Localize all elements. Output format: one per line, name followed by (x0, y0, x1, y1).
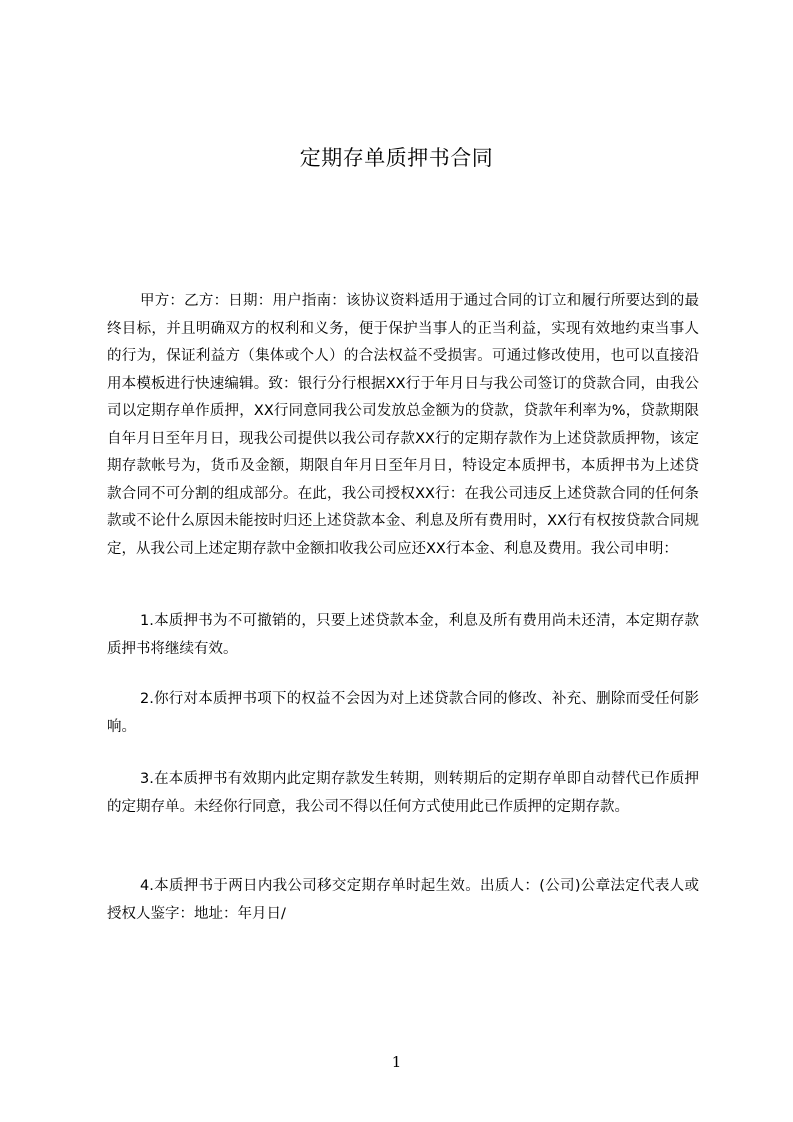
document-title: 定期存单质押书合同 (299, 146, 494, 170)
paragraph-item-2: 2.你行对本质押书项下的权益不会因为对上述贷款合同的修改、补充、删除而受任何影响。 (107, 691, 699, 735)
paragraph-main: 甲方：乙方：日期：用户指南：该协议资料适用于通过合同的订立和履行所要达到的最终目标，并且明确双方的权利和义务，便于保护当事人的正当利益，实现有效地约束当事人的行为，保证利益方（集体或个人）的合法权益不受损害。可通过修改使用，也可以直接沿用本模板进行快速编辑。致：银行分行根据XX行于年月日与我公司签订的贷款合同，由我公司以定期存单作质押，XX行同意同我公司发放总金额为的贷款，贷款年利率为%，贷款期限自年月日至年月日，现我公司提供以我公司存款XX行的定期存款作为上述贷款质押物，该定期存款帐号为，货币及金额，期限自年月日至年月日，特设定本质押书，本质押书为上述贷款合同不可分割的组成部分。在此，我公司授权XX行：在我公司违反上述贷款合同的任何条款或不论什么原因未能按时归还上述贷款本金、利息及所有费用时，XX行有权按贷款合同规定，从我公司上述定期存款中金额扣收我公司应还XX行本金、利息及费用。我公司申明： (107, 293, 699, 557)
paragraph-item-1: 1.本质押书为不可撤销的，只要上述贷款本金，利息及所有费用尚未还清，本定期存款质押书将继续有效。 (107, 613, 699, 657)
paragraph-item-4: 4.本质押书于两日内我公司移交定期存单时起生效。出质人：(公司)公章法定代表人或授权人鉴字：地址：年月日/ (107, 878, 699, 922)
page-number: 1 (391, 1053, 402, 1071)
paragraph-item-3: 3.在本质押书有效期内此定期存款发生转期，则转期后的定期存单即自动替代已作质押的定期存单。未经你行同意，我公司不得以任何方式使用此已作质押的定期存款。 (107, 771, 699, 815)
